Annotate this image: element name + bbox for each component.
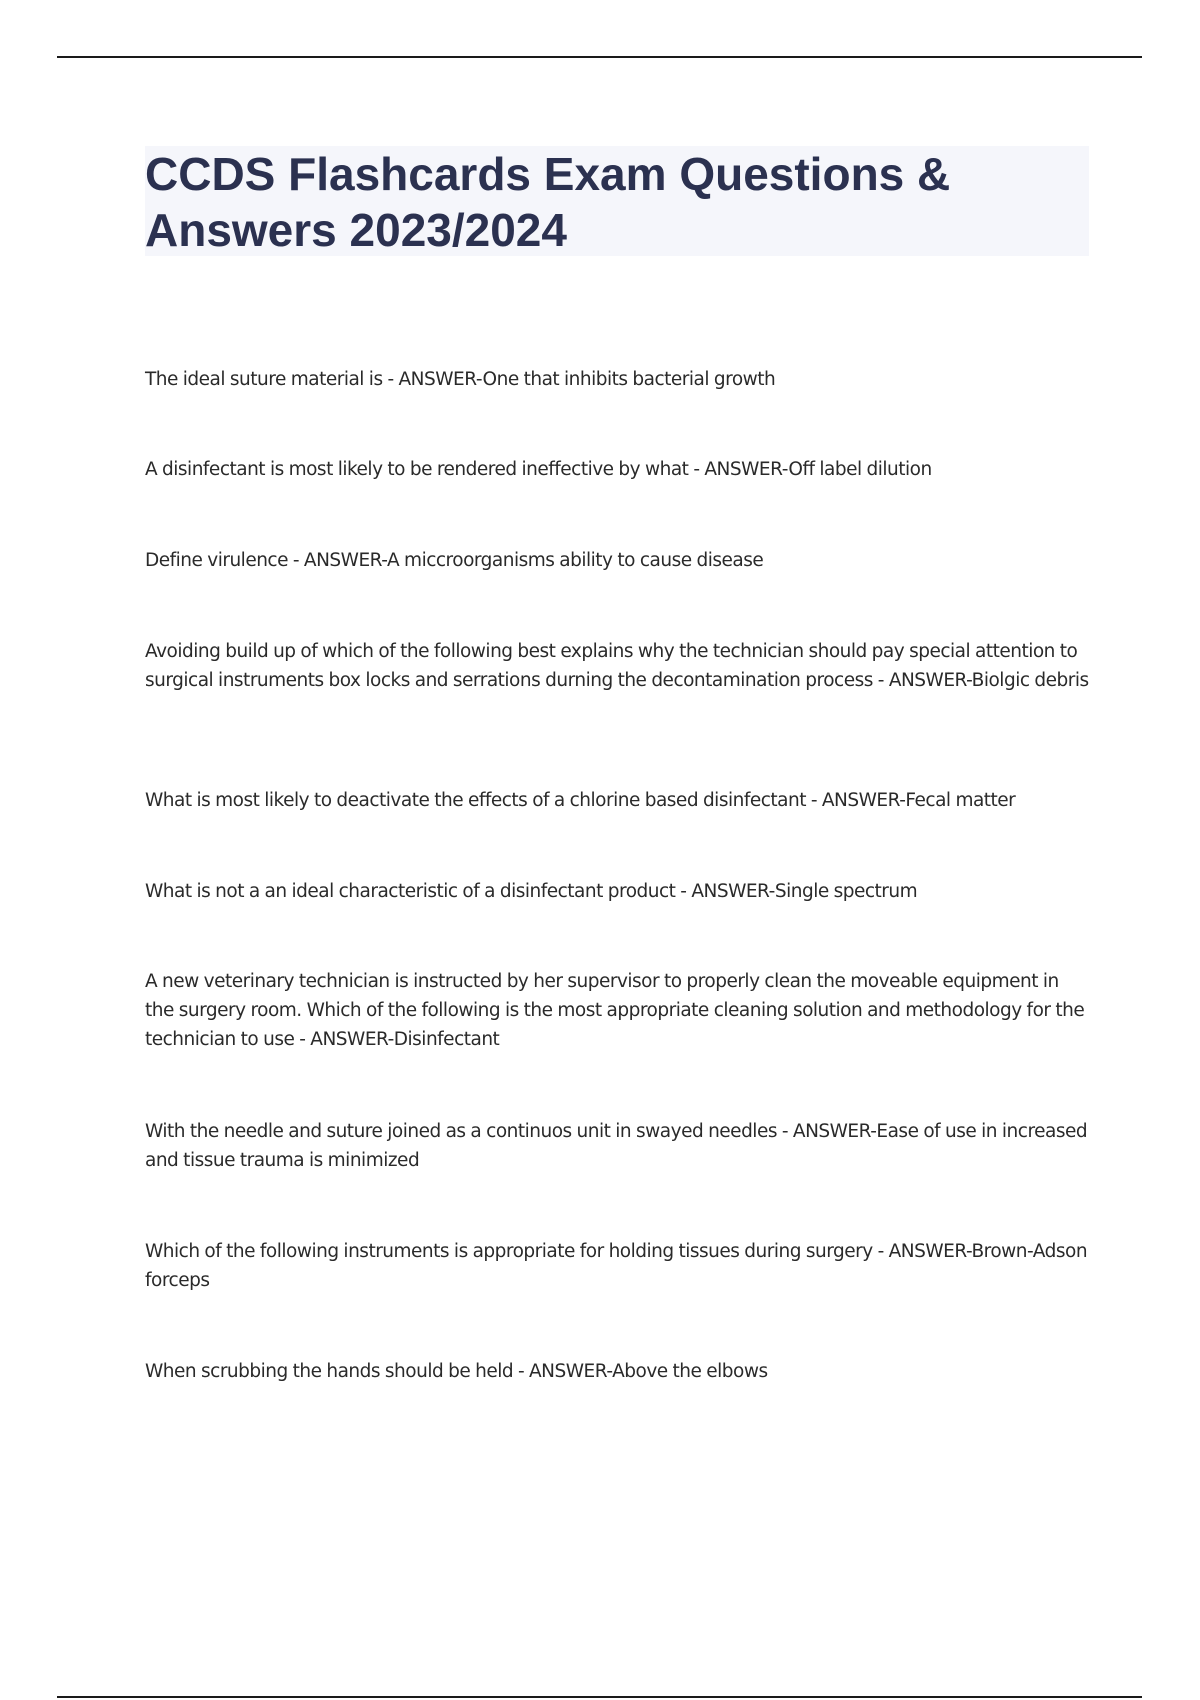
qa-item: Which of the following instruments is appropriate for holding tissues during surgery - ANSWER-Brown-Adson forceps — [145, 1240, 1088, 1291]
qa-item: A disinfectant is most likely to be rendered ineffective by what - ANSWER-Off label dilution — [145, 458, 932, 480]
qa-item: What is most likely to deactivate the effects of a chlorine based disinfectant - ANSWER-Fecal matter — [145, 789, 1016, 811]
qa-item: Define virulence - ANSWER-A miccroorganisms ability to cause disease — [145, 549, 764, 571]
qa-item: The ideal suture material is - ANSWER-One that inhibits bacterial growth — [145, 368, 776, 390]
qa-item: Avoiding build up of which of the following best explains why the technician should pay special attention to surgical instruments box locks and serrations durning the decontamination process - ANSWER-Biolgic debris — [145, 640, 1089, 691]
qa-item: What is not a an ideal characteristic of a disinfectant product - ANSWER-Single spectrum — [145, 880, 918, 902]
qa-item: With the needle and suture joined as a continuos unit in swayed needles - ANSWER-Ease of use in increased and tissue trauma is minimized — [145, 1120, 1088, 1171]
qa-item: A new veterinary technician is instructed by her supervisor to properly clean the moveable equipment in the surgery room. Which of the following is the most appropriate cleaning solution and methodology for the technician to use - ANSWER-Disinfectant — [145, 970, 1085, 1050]
top-rule — [57, 56, 1142, 58]
page-title: CCDS Flashcards Exam Questions & Answers 2023/2024 — [145, 148, 951, 256]
title-box — [145, 146, 1089, 256]
qa-item: When scrubbing the hands should be held - ANSWER-Above the elbows — [145, 1360, 768, 1382]
bottom-rule — [57, 1696, 1142, 1698]
